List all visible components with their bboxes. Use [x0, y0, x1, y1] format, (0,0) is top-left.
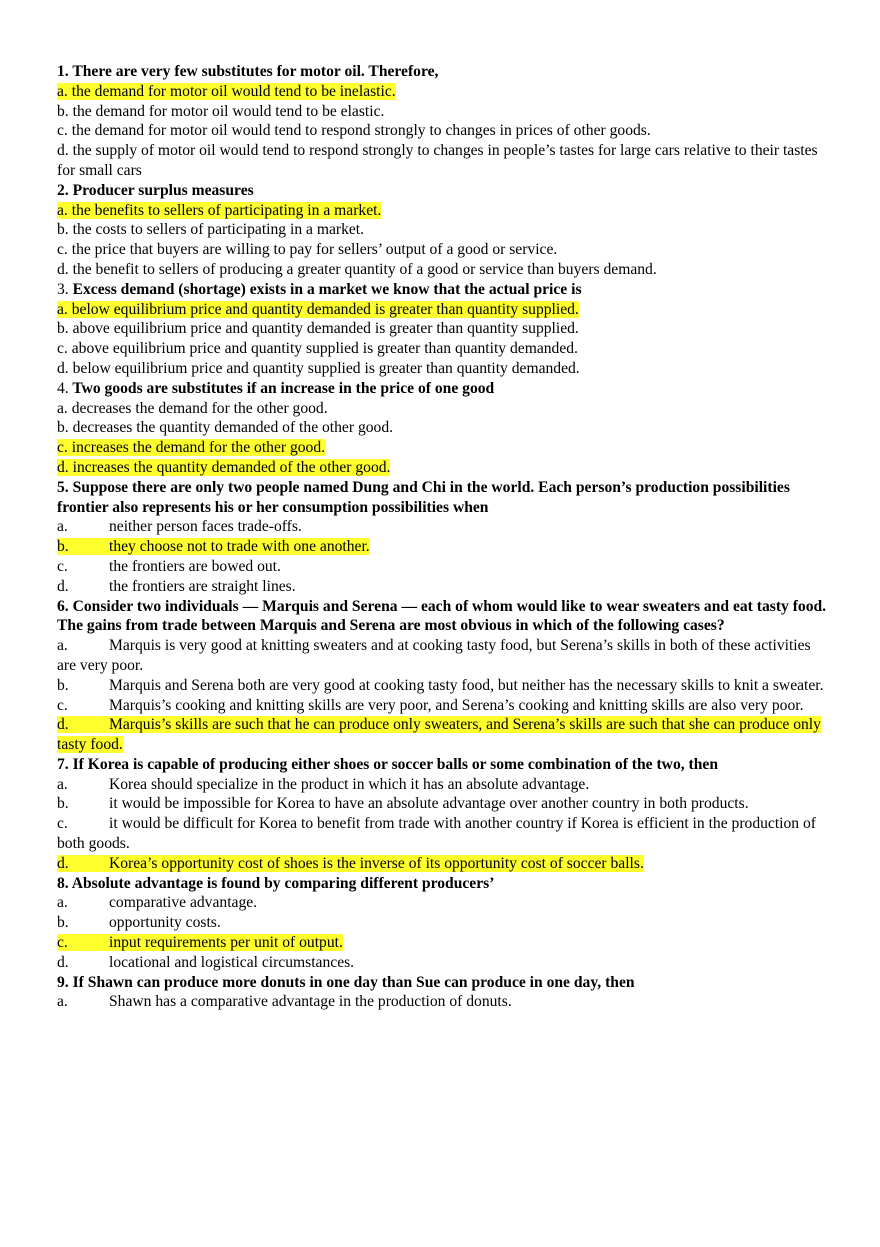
question-9: 9. If Shawn can produce more donuts in one day than Sue can produce in one day, then — [57, 973, 635, 991]
q6-option-d: d. Marquis’s skills are such that he can produce only sweaters, and Serena’s skills are such that she can produce only tasty food. — [57, 716, 821, 754]
q2-option-a: a. the benefits to sellers of participating in a market. — [57, 201, 382, 219]
q4-option-d: d. increases the quantity demanded of the other good. — [57, 458, 391, 476]
q4-option-c: c. increases the demand for the other good. — [57, 439, 326, 457]
q1-option-b: b. the demand for motor oil would tend to be elastic. — [57, 102, 385, 120]
q8-option-b: b. opportunity costs. — [57, 914, 221, 932]
q2-option-c: c. the price that buyers are willing to pay for sellers’ output of a good or service. — [57, 241, 558, 259]
q6-option-c: c. Marquis’s cooking and knitting skills are very poor, and Serena’s cooking and knitting skills are also very poor. — [57, 696, 804, 714]
q5-option-d: d. the frontiers are straight lines. — [57, 577, 296, 595]
q1-option-a: a. the demand for motor oil would tend to be inelastic. — [57, 82, 396, 100]
q3-option-b: b. above equilibrium price and quantity demanded is greater than quantity supplied. — [57, 320, 579, 338]
q7-option-d: d. Korea’s opportunity cost of shoes is the inverse of its opportunity cost of soccer balls. — [57, 854, 644, 872]
q1-option-c: c. the demand for motor oil would tend to respond strongly to changes in prices of other goods. — [57, 122, 651, 140]
q1-option-d: d. the supply of motor oil would tend to respond strongly to changes in people’s tastes for large cars relative to their tastes for small cars — [57, 142, 818, 179]
q3-option-c: c. above equilibrium price and quantity supplied is greater than quantity demanded. — [57, 340, 578, 358]
q6-option-a: a. Marquis is very good at knitting sweaters and at cooking tasty food, but Serena’s skills in both of these activities are very poor. — [57, 637, 811, 674]
q2-option-d: d. the benefit to sellers of producing a greater quantity of a good or service than buyers demand. — [57, 260, 657, 278]
question-3: 3. Excess demand (shortage) exists in a market we know that the actual price is — [57, 280, 582, 298]
q8-option-a: a. comparative advantage. — [57, 894, 258, 912]
q5-option-a: a. neither person faces trade-offs. — [57, 518, 302, 536]
q5-option-b: b. they choose not to trade with one another. — [57, 538, 370, 556]
q3-option-a: a. below equilibrium price and quantity demanded is greater than quantity supplied. — [57, 300, 579, 318]
q8-option-d: d. locational and logistical circumstances. — [57, 953, 355, 971]
q8-option-c: c. input requirements per unit of output. — [57, 934, 343, 952]
question-5: 5. Suppose there are only two people named Dung and Chi in the world. Each person’s production possibilities frontier also represents his or her consumption possibilities when — [57, 478, 790, 516]
q7-option-b: b. it would be impossible for Korea to have an absolute advantage over another country in both products. — [57, 795, 749, 813]
q4-option-b: b. decreases the quantity demanded of the other good. — [57, 419, 394, 437]
q5-option-c: c. the frontiers are bowed out. — [57, 557, 281, 575]
q6-option-b: b. Marquis and Serena both are very good at cooking tasty food, but neither has the necessary skills to knit a sweater. — [57, 676, 824, 694]
q7-option-c: c. it would be difficult for Korea to benefit from trade with another country if Korea is efficient in the production of both goods. — [57, 815, 816, 853]
q7-option-a: a. Korea should specialize in the product in which it has an absolute advantage. — [57, 775, 590, 793]
document-page — [57, 62, 827, 1012]
q9-option-a: a. Shawn has a comparative advantage in the production of donuts. — [57, 993, 512, 1011]
question-1: 1. There are very few substitutes for motor oil. Therefore, — [57, 63, 439, 80]
question-7: 7. If Korea is capable of producing either shoes or soccer balls or some combination of the two, then — [57, 755, 718, 773]
question-8: 8. Absolute advantage is found by comparing different producers’ — [57, 874, 495, 892]
question-4: 4. Two goods are substitutes if an increase in the price of one good — [57, 379, 495, 397]
q2-option-b: b. the costs to sellers of participating in a market. — [57, 221, 365, 239]
question-6: 6. Consider two individuals — Marquis and Serena — each of whom would like to wear sweaters and eat tasty food. The gains from trade between Marquis and Serena are most obvious in which of the following cases? — [57, 597, 827, 635]
question-2: 2. Producer surplus measures — [57, 181, 254, 199]
q3-option-d: d. below equilibrium price and quantity supplied is greater than quantity demanded. — [57, 359, 580, 377]
q4-option-a: a. decreases the demand for the other good. — [57, 399, 328, 417]
